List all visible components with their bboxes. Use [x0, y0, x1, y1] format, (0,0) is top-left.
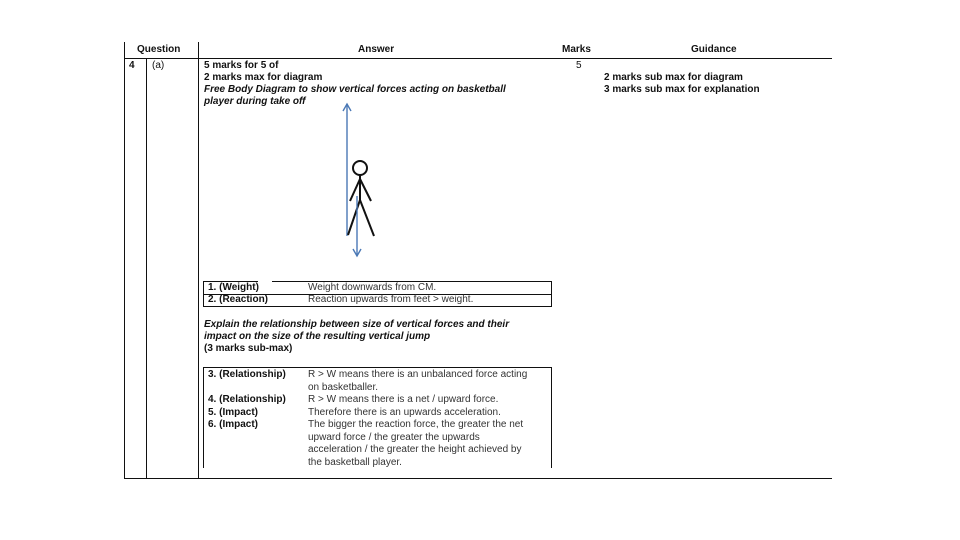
answer-column-left-border: [198, 42, 199, 479]
free-body-diagram: [320, 100, 410, 265]
weight-force-arrow-icon: [353, 196, 361, 256]
explanation-point-6-line-4: the basketball player.: [308, 456, 402, 468]
diagram-point-1-label: 1. (Weight): [208, 282, 259, 293]
question-part: (a): [152, 60, 165, 71]
explanation-point-5-label: 5. (Impact): [208, 406, 259, 418]
question-subcolumn-divider: [146, 58, 147, 479]
diagram-box-top-gap-mask: [258, 281, 272, 282]
answer-intro-line-1: [204, 60, 278, 73]
table-bottom-border: [124, 478, 832, 479]
explanation-box-left: [203, 367, 204, 468]
explanation-point-5-line-1: Therefore there is an upwards acceleration.: [308, 406, 501, 418]
explanation-point-6-line-3: acceleration / the greater the height achieved by: [308, 444, 522, 455]
table-left-border: [124, 42, 125, 479]
diagram-prompt-line-2: player during take off: [204, 96, 306, 107]
diagram-point-2-text: Reaction upwards from feet > weight.: [308, 294, 474, 305]
header-question: Question: [137, 44, 181, 55]
diagram-point-2-label: 2. (Reaction): [208, 294, 269, 305]
explain-prompt-line-2: impact on the size of the resulting vertical jump: [204, 331, 431, 342]
header-guidance: Guidance: [691, 44, 737, 55]
explanation-point-4-line-1: R > W means there is a net / upward force.: [308, 394, 499, 405]
marks-value: 5: [576, 60, 582, 71]
header-bottom-border: [124, 58, 832, 59]
header-marks: Marks: [562, 44, 591, 55]
explanation-point-6-label: 6. (Impact): [208, 419, 259, 430]
reaction-force-arrow-icon: [343, 104, 351, 236]
explanation-point-3-line-2: on basketballer.: [308, 381, 379, 393]
stick-figure-icon: [348, 161, 374, 236]
explanation-point-4-label: 4. (Relationship): [208, 394, 286, 405]
diagram-point-1-text: Weight downwards from CM.: [308, 282, 437, 293]
explanation-box-right: [551, 367, 552, 468]
header-answer: Answer: [358, 44, 395, 55]
explanation-point-3-line-1: R > W means there is an unbalanced force acting: [308, 369, 528, 380]
answer-intro-line-2: 2 marks max for diagram: [204, 72, 323, 83]
diagram-prompt-line-1: Free Body Diagram to show vertical forces acting on basketball: [204, 84, 506, 95]
guidance-line-2: 3 marks sub max for explanation: [604, 84, 760, 95]
explain-submax: (3 marks sub-max): [204, 343, 293, 354]
explanation-box-top: [203, 367, 552, 368]
guidance-line-1: 2 marks sub max for diagram: [604, 72, 743, 83]
question-number: 4: [129, 60, 135, 71]
explain-prompt-line-1: Explain the relationship between size of vertical forces and their: [204, 319, 510, 330]
explanation-point-6-line-1: The bigger the reaction force, the greater the net: [308, 419, 524, 430]
explanation-point-3-label: 3. (Relationship): [208, 369, 286, 380]
explanation-point-6-line-2: upward force / the greater the upwards: [308, 431, 480, 443]
answer-intro-text: 5 marks for 5 of: [204, 60, 279, 71]
